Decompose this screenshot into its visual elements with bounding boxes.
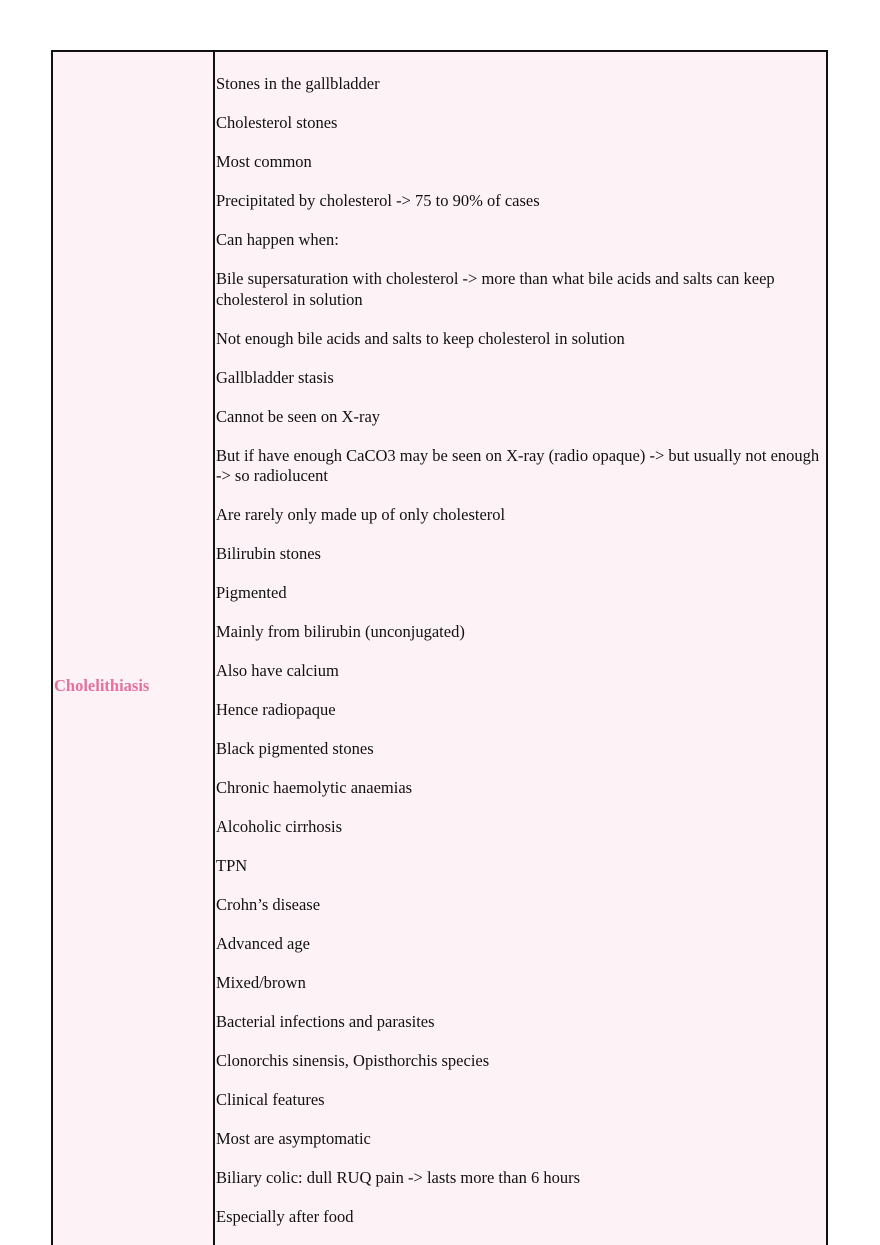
note-item: Stones in the gallbladder [216,74,380,93]
note-item: Gallbladder stasis [216,367,334,387]
note-item: Mainly from bilirubin (unconjugated) [216,622,465,641]
note-item: Alcoholic cirrhosis [216,817,343,836]
note-item: Are rarely only made up of only cholesterol [216,505,506,524]
note-item: Also have calcium [216,661,339,680]
note-item: Crohn’s disease [216,895,321,914]
note-item: Black pigmented stones [216,739,374,758]
note-item: Clinical features [216,1090,325,1109]
note-item: TPN [216,856,248,875]
notes-list [216,74,824,1245]
note-item: Especially after food [216,1207,354,1226]
column-divider [213,52,215,1245]
note-item: Can happen when: [216,230,339,249]
note-item: But if have enough CaCO3 may be seen on X-ray (radio opaque) -> but usually not enough -> so radiolucent [216,445,820,485]
note-item: Advanced age [216,934,310,953]
note-item: Bilirubin stones [216,544,321,563]
note-item: Chronic haemolytic anaemias [216,778,413,797]
note-item: Most are asymptomatic [216,1129,371,1148]
note-item: Cannot be seen on X-ray [216,406,381,426]
topic-cell: Cholelithiasis [54,676,150,695]
note-item: Precipitated by cholesterol -> 75 to 90% of cases [216,191,540,210]
note-item: Pigmented [216,583,287,602]
note-item: Hence radiopaque [216,700,336,719]
note-item: Not enough bile acids and salts to keep cholesterol in solution [216,328,625,348]
note-item: Bile supersaturation with cholesterol -> more than what bile acids and salts can keep cholesterol in solution [216,269,775,309]
note-item: Clonorchis sinensis, Opisthorchis species [216,1051,490,1070]
note-item: Bacterial infections and parasites [216,1012,435,1031]
note-item: Biliary colic: dull RUQ pain -> lasts more than 6 hours [216,1168,580,1187]
notes-table [51,50,828,1245]
note-item: Mixed/brown [216,973,306,992]
note-item: Cholesterol stones [216,113,338,132]
note-item: Most common [216,152,312,171]
